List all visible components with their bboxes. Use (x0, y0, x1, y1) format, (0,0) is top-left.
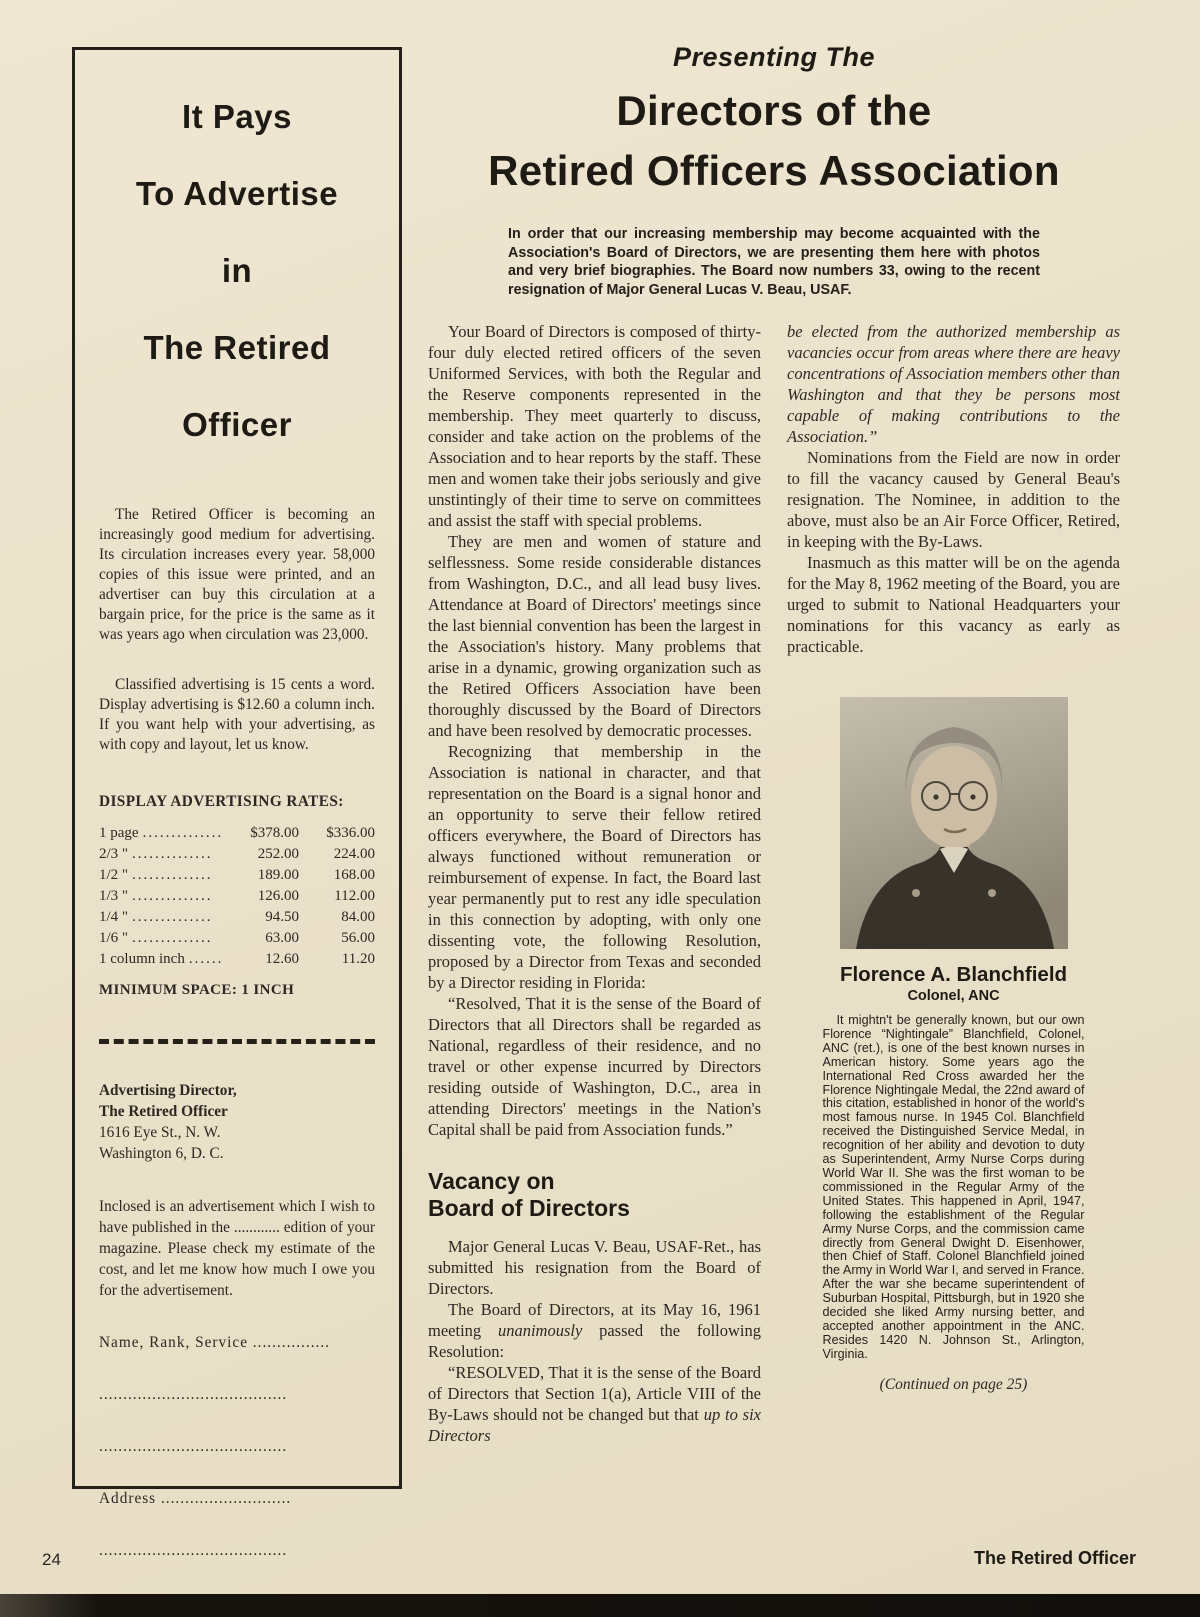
vacancy-subheading (428, 1168, 761, 1222)
form-blank-line: ....................................... (99, 1542, 288, 1559)
text-segment: The Board of Directors, at its May 16, 1961 meeting (428, 1300, 761, 1340)
address-line: The Retired Officer (99, 1103, 228, 1120)
rate-item-label: 1/4 " (99, 909, 129, 925)
article-title-line-2: Retired Officers Association (488, 147, 1060, 194)
rate-leader-dots: .............. (132, 846, 213, 862)
rate-row (99, 928, 375, 949)
rate-price-1x: 126.00 (257, 888, 299, 904)
bottom-ink-bar (0, 1594, 1200, 1617)
rate-row (99, 865, 375, 886)
bio-rank: Colonel, ANC (907, 988, 1000, 1004)
rate-price-contract: 56.00 (341, 930, 375, 946)
rate-item-label: 1 column inch (99, 951, 185, 967)
body-paragraph: Nominations from the Field are now in order to fill the vacancy caused by General Beau's resignation. The Nominee, in addition to the above, must also be an Air Force Officer, Retired, in keeping with the By-Laws. (787, 448, 1120, 551)
advertising-director-address (99, 1080, 375, 1164)
rate-item-label: 1/3 " (99, 888, 129, 904)
bio-name: Florence A. Blanchfield (839, 963, 1068, 986)
rate-item-label: 1/2 " (99, 867, 129, 883)
house-ad-heading-line: in (221, 252, 253, 289)
vacancy-paragraph: Major General Lucas V. Beau, USAF-Ret., has submitted his resignation from the Board of Directors. (428, 1237, 761, 1298)
footer-magazine-title: The Retired Officer (973, 1548, 1136, 1568)
form-line-address: Address ........................... (99, 1490, 292, 1507)
resolution-quote-continuation: be elected from the authorized membership as vacancies occur from areas where there are heavy concentrations of Association members other than Washington and that they be persons most capable of making contributions to the Association.” (787, 322, 1120, 446)
address-line: Washington 6, D. C. (99, 1145, 224, 1162)
house-ad-paragraph: The Retired Officer is becoming an increasingly good medium for advertising. Its circulation increases every year. 58,000 copies of this issue were printed, and an advertiser can buy this circulation at a bargain price, for the price is the same as it was years ago when circulation was 23,000. (99, 506, 375, 643)
rate-leader-dots: .............. (132, 909, 213, 925)
address-line: Advertising Director, (99, 1082, 237, 1099)
article-columns (428, 321, 1120, 1446)
rate-leader-dots: .............. (132, 888, 213, 904)
rate-item-label: 1/6 " (99, 930, 129, 946)
minimum-space-note: MINIMUM SPACE: 1 INCH (99, 982, 295, 998)
article (428, 42, 1120, 1542)
text-segment: passed the following Resolution: (428, 1321, 761, 1361)
text-segment: “RESOLVED, That it is the sense of the Board of Directors that Section 1(a), Article VIII of the By-Laws should not be changed but that (428, 1363, 761, 1424)
house-ad-heading-line: To Advertise (135, 175, 339, 212)
form-blank-line: ....................................... (99, 1386, 288, 1403)
rate-leader-dots: .............. (142, 825, 224, 841)
coupon-form (99, 1332, 375, 1613)
form-blank-line: ....................................... (99, 1438, 288, 1455)
rates-table (99, 823, 375, 970)
article-title-line-1: Directors of the (616, 87, 932, 134)
rate-price-1x: $378.00 (250, 825, 299, 841)
rate-price-1x: 94.50 (265, 909, 299, 925)
resolution-quote: “Resolved, That it is the sense of the Board of Directors that all Directors shall be regarded as National, regardless of their residence, and no travel or other expense incurred by Directors residing outside of Washington, D.C., area in attending Directors' meetings in the Nation's Capital shall be paid from Association funds.” (428, 994, 761, 1139)
vacancy-subheading-line: Vacancy on (428, 1168, 555, 1194)
rate-row (99, 949, 375, 970)
rate-price-contract: 112.00 (334, 888, 375, 904)
coupon-text: Inclosed is an advertisement which I wish to have published in the ............ edition of your magazine. Please check my estimate of the cost, and let me know how much I owe you for the advertisement. (99, 1198, 375, 1299)
house-ad-heading-line: It Pays (182, 98, 292, 135)
article-column-1 (428, 321, 761, 1446)
vacancy-subheading-line: Board of Directors (428, 1195, 630, 1221)
vacancy-paragraph (428, 1299, 761, 1362)
house-ad-paragraph: Classified advertising is 15 cents a word. Display advertising is $12.60 a column inch. If you want help with your advertising, as with copy and layout, let us know. (99, 676, 375, 753)
portrait-photo (840, 697, 1068, 949)
rate-row (99, 844, 375, 865)
rate-leader-dots: .............. (132, 930, 213, 946)
text-segment-italic: unanimously (497, 1321, 583, 1340)
rate-row (99, 823, 375, 844)
body-paragraph: They are men and women of stature and selflessness. Some reside considerable distances from Washington, D.C., and all lead busy lives. Attendance at Board of Directors' meetings since the last biennial convention has been the largest in the Association's history. Many problems that arise in a dynamic, growing organization such as the Retired Officers Association have been thoroughly discussed by the Board of Directors and have been resolved by democratic processes. (428, 532, 761, 740)
continued-note: (Continued on page 25) (879, 1375, 1028, 1393)
rate-price-contract: $336.00 (326, 825, 375, 841)
rate-price-1x: 189.00 (257, 867, 299, 883)
house-ad-heading (99, 78, 375, 463)
rate-item-label: 2/3 " (99, 846, 129, 862)
rate-price-contract: 11.20 (341, 951, 375, 967)
address-line: 1616 Eye St., N. W. (99, 1124, 221, 1141)
text-segment-italic: up to six Directors (428, 1405, 761, 1445)
article-column-2 (787, 321, 1120, 1446)
form-line-name-rank-service: Name, Rank, Service ................ (99, 1334, 330, 1351)
vacancy-paragraph (428, 1362, 761, 1446)
house-ad-box (72, 47, 402, 1559)
rate-price-1x: 12.60 (265, 951, 299, 967)
house-ad-heading-line: The Retired (143, 329, 331, 366)
body-paragraph: Your Board of Directors is composed of thirty-four duly elected retired officers of the seven Uniformed Services, with both the Regular and the Reserve components represented in the membership. They meet quarterly to discuss, consider and take action on the problems of the Association and to hear reports by the staff. These men and women take their jobs seriously and give unstintingly of their time to serve on committees and assist the staff with special problems. (428, 322, 761, 530)
rate-price-1x: 252.00 (257, 846, 299, 862)
rate-leader-dots: ...... (188, 951, 224, 967)
body-paragraph: Inasmuch as this matter will be on the agenda for the May 8, 1962 meeting of the Board, you are urged to submit to National Headquarters your nominations for this vacancy as early as practicable. (787, 553, 1120, 656)
rates-heading: DISPLAY ADVERTISING RATES: (99, 793, 344, 810)
rate-row (99, 886, 375, 907)
article-intro: In order that our increasing membership may become acquainted with the Association's Board of Directors, we are presenting them here with photos and very brief biographies. The Board now numbers 33, owing to the recent resignation of Major General Lucas V. Beau, USAF. (508, 226, 1040, 298)
rate-price-contract: 168.00 (333, 867, 375, 883)
rate-leader-dots: .............. (132, 867, 213, 883)
rate-price-contract: 84.00 (341, 909, 375, 925)
rate-price-contract: 224.00 (333, 846, 375, 862)
article-kicker: Presenting The (672, 42, 876, 72)
rate-row (99, 907, 375, 928)
cut-line-divider (99, 1039, 375, 1044)
rate-price-1x: 63.00 (265, 930, 299, 946)
bio-text: It mightn't be generally known, but our own Florence “Nightingale” Blanchfield, Colonel, ANC (ret.), is one of the best known nurses in American history. Some years ago the International Red Cross awarded her the Florence Nightingale Medal, the 22nd award of this citation, established in honor of the world's most famous nurse. In 1945 Col. Blanchfield received the Distinguished Service Medal, in recognition of her ability and devotion to duty as Superintendent, Army Nurse Corps during World War II. She was the first woman to be commissioned in the Regular Army of the United States. This happened in April, 1947, following the establishment of the Regular Army Nurse Corps, and the commission came directly from General Dwight D. Eisenhower, then Chief of Staff. Colonel Blanchfield joined the Army in World War I, and served in France. After the war she became superintendent of Suburban Hospital, Pittsburgh, but in 1920 she decided she liked Army nursing better, and accepted another appointment in the ANC. Resides 1420 N. Johnson St., Arlington, Virginia. (822, 1013, 1085, 1361)
rate-item-label: 1 page (99, 825, 139, 841)
house-ad-heading-line: Officer (182, 406, 292, 443)
body-paragraph: Recognizing that membership in the Association is national in character, and that representation on the Board is a signal honor and an opportunity to serve their fellow retired officers everywhere, the Board of Directors has always functioned without remuneration or reimbursement of expense. In fact, the Board last year permanently put to rest any idle speculation in this connection by adopting, with only one dissenting vote, the following Resolution, proposed by a Director from Texas and seconded by a Director residing in Florida: (428, 742, 761, 992)
page-number: 24 (42, 1550, 61, 1569)
